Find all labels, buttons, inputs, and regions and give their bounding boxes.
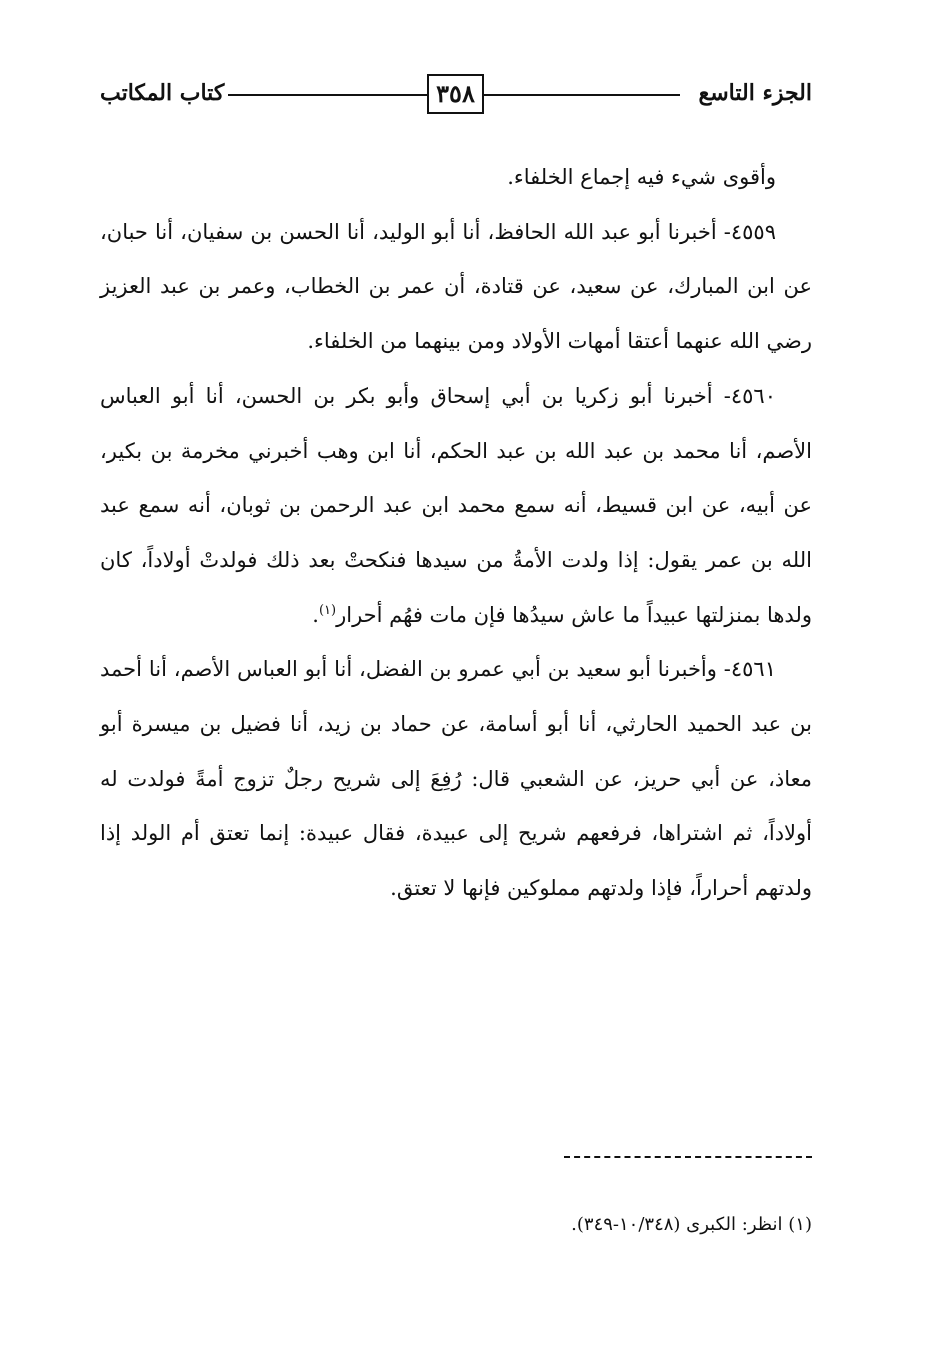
running-header: [100, 74, 812, 122]
hadith-4560-text: ٤٥٦٠- أخبرنا أبو زكريا بن أبي إسحاق وأبو بكر بن الحسن، أنا أبو العباس الأصم، أنا محمد بن عبد الله بن عبد الحكم، أنا ابن وهب أخبرني مخرمة بن بكير، عن أبيه، عن ابن قسيط، أنه سمع محمد ابن عبد الرحمن بن ثوبان، أنه سمع عبد الله بن عمر يقول: إذا ولدت الأمةُ من سيدها فنكحتْ بعد ذلك فولدتْ أولاداً، كان ولدها بمنزلتها عبيداً ما عاش سيدُها فإن مات فهُم أحرار: [100, 383, 812, 627]
header-rule-right: [484, 94, 680, 96]
hadith-4560: [100, 369, 812, 643]
footnote: (١) انظر: الكبرى (١٠/٣٤٨-٣٤٩).: [571, 1214, 812, 1235]
hadith-4561: ٤٥٦١- وأخبرنا أبو سعيد بن أبي عمرو بن الفضل، أنا أبو العباس الأصم، أنا أحمد بن عبد الحميد الحارثي، أنا أبو أسامة، عن حماد بن زيد، أنا فضيل بن ميسرة أبو معاذ، عن أبي حريز، عن الشعبي قال: رُفِعَ إلى شريح رجلٌ تزوج أمةً فولدت له أولاداً، ثم اشتراها، فرفعهم شريح إلى عبيدة، فقال عبيدة: إنما تعتق أم الولد إذا ولدتهم أحراراً، فإذا ولدتهم مملوكين فإنها لا تعتق.: [100, 657, 812, 901]
paragraph-continuation: وأقوى شيء فيه إجماع الخلفاء.: [507, 165, 776, 189]
header-rule-left: [228, 94, 428, 96]
page-number: ٣٥٨: [427, 74, 484, 114]
footnote-marker[interactable]: (١): [318, 602, 337, 618]
footnote-separator: [564, 1156, 812, 1158]
hadith-4560-ending: .: [312, 602, 319, 627]
volume-label: الجزء التاسع: [698, 80, 812, 106]
hadith-4559: ٤٥٥٩- أخبرنا أبو عبد الله الحافظ، أنا أبو الوليد، أنا الحسن بن سفيان، أنا حبان، عن ابن المبارك، عن سعيد، عن قتادة، أن عمر بن الخطاب، وعمر بن عبد العزيز رضي الله عنهما أعتقا أمهات الأولاد ومن بينهما من الخلفاء.: [100, 219, 812, 354]
body-text: [100, 150, 812, 916]
book-title: كتاب المكاتب: [100, 80, 225, 106]
